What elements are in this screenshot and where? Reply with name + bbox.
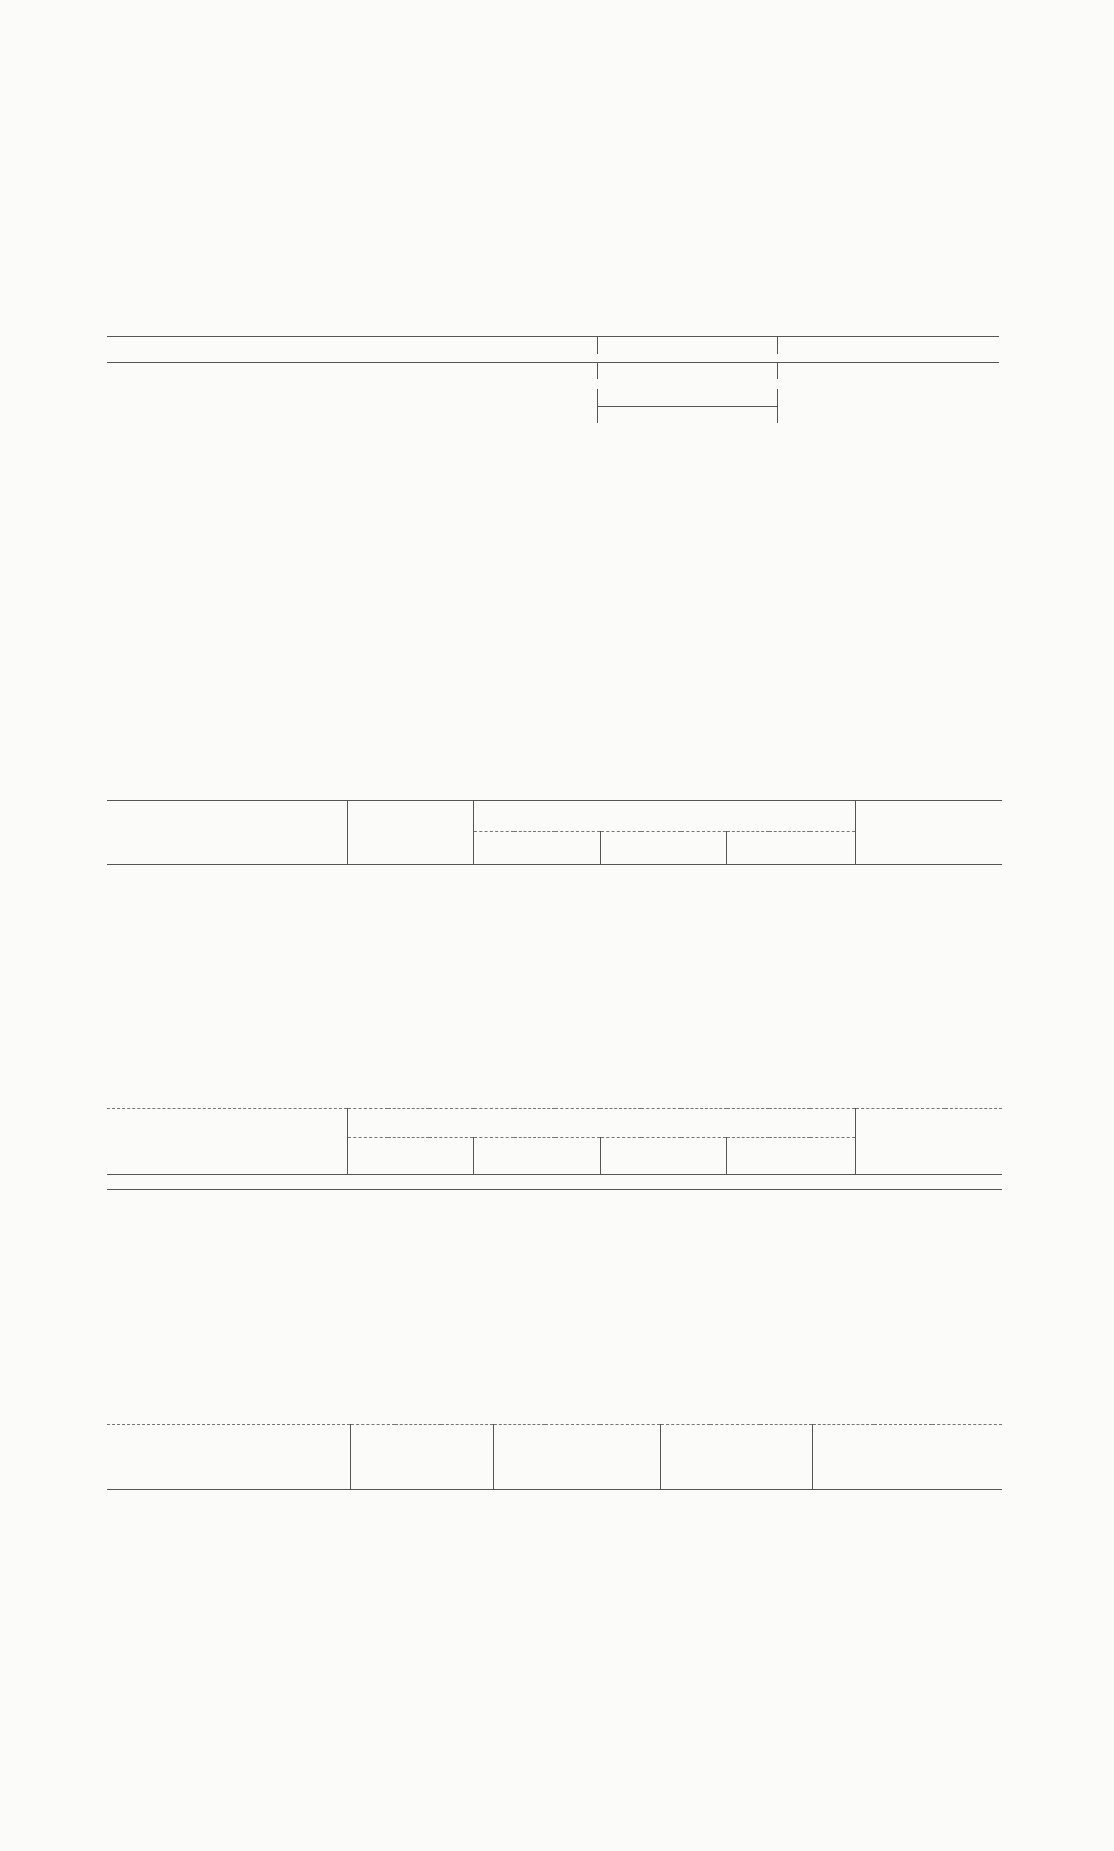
c-head-recoveries	[493, 1425, 660, 1490]
a-head-transfers	[727, 832, 856, 865]
t1-discharged-head	[107, 389, 597, 406]
t1-disc-total-F	[857, 406, 927, 423]
b-head-recovered	[347, 1138, 473, 1175]
b-head-group	[347, 1109, 855, 1138]
t1-total-care-M	[777, 362, 857, 379]
b-hospitals-head	[107, 1109, 347, 1175]
t1-head-f	[657, 337, 717, 354]
a-head-admissions	[474, 801, 855, 832]
b-head-in-dec	[855, 1109, 1002, 1175]
table1	[107, 336, 999, 423]
t1-head-M	[777, 337, 857, 354]
c-hospitals-head	[107, 1425, 350, 1490]
table2-part-a	[107, 800, 1002, 865]
b-head-not-recovered	[474, 1138, 600, 1175]
a-head-in-jan	[347, 801, 473, 865]
a-head-total-care	[855, 801, 1002, 865]
c-head-deaths-admissions	[812, 1425, 1002, 1490]
t1-total-care-label	[107, 362, 597, 379]
a-head-first-time	[474, 832, 600, 865]
t1-total-care-mid	[657, 362, 717, 379]
t1-head-m	[597, 337, 657, 354]
table2-part-b	[107, 1108, 1002, 1189]
a-hospitals-head	[107, 801, 347, 865]
c-head-average	[350, 1425, 493, 1490]
t1-head-T	[927, 337, 999, 354]
t1-total-care-T	[927, 362, 999, 379]
t1-disc-total-T	[927, 406, 999, 423]
b-head-total	[727, 1138, 856, 1175]
table2-part-c	[107, 1424, 1002, 1490]
t1-total-care-F	[857, 362, 927, 379]
a-head-not-first	[600, 832, 726, 865]
t1-disc-total-M	[777, 406, 857, 423]
t1-head-t	[717, 337, 777, 354]
c-head-deaths-average	[660, 1425, 812, 1490]
b-head-died	[600, 1138, 726, 1175]
t1-head-F	[857, 337, 927, 354]
